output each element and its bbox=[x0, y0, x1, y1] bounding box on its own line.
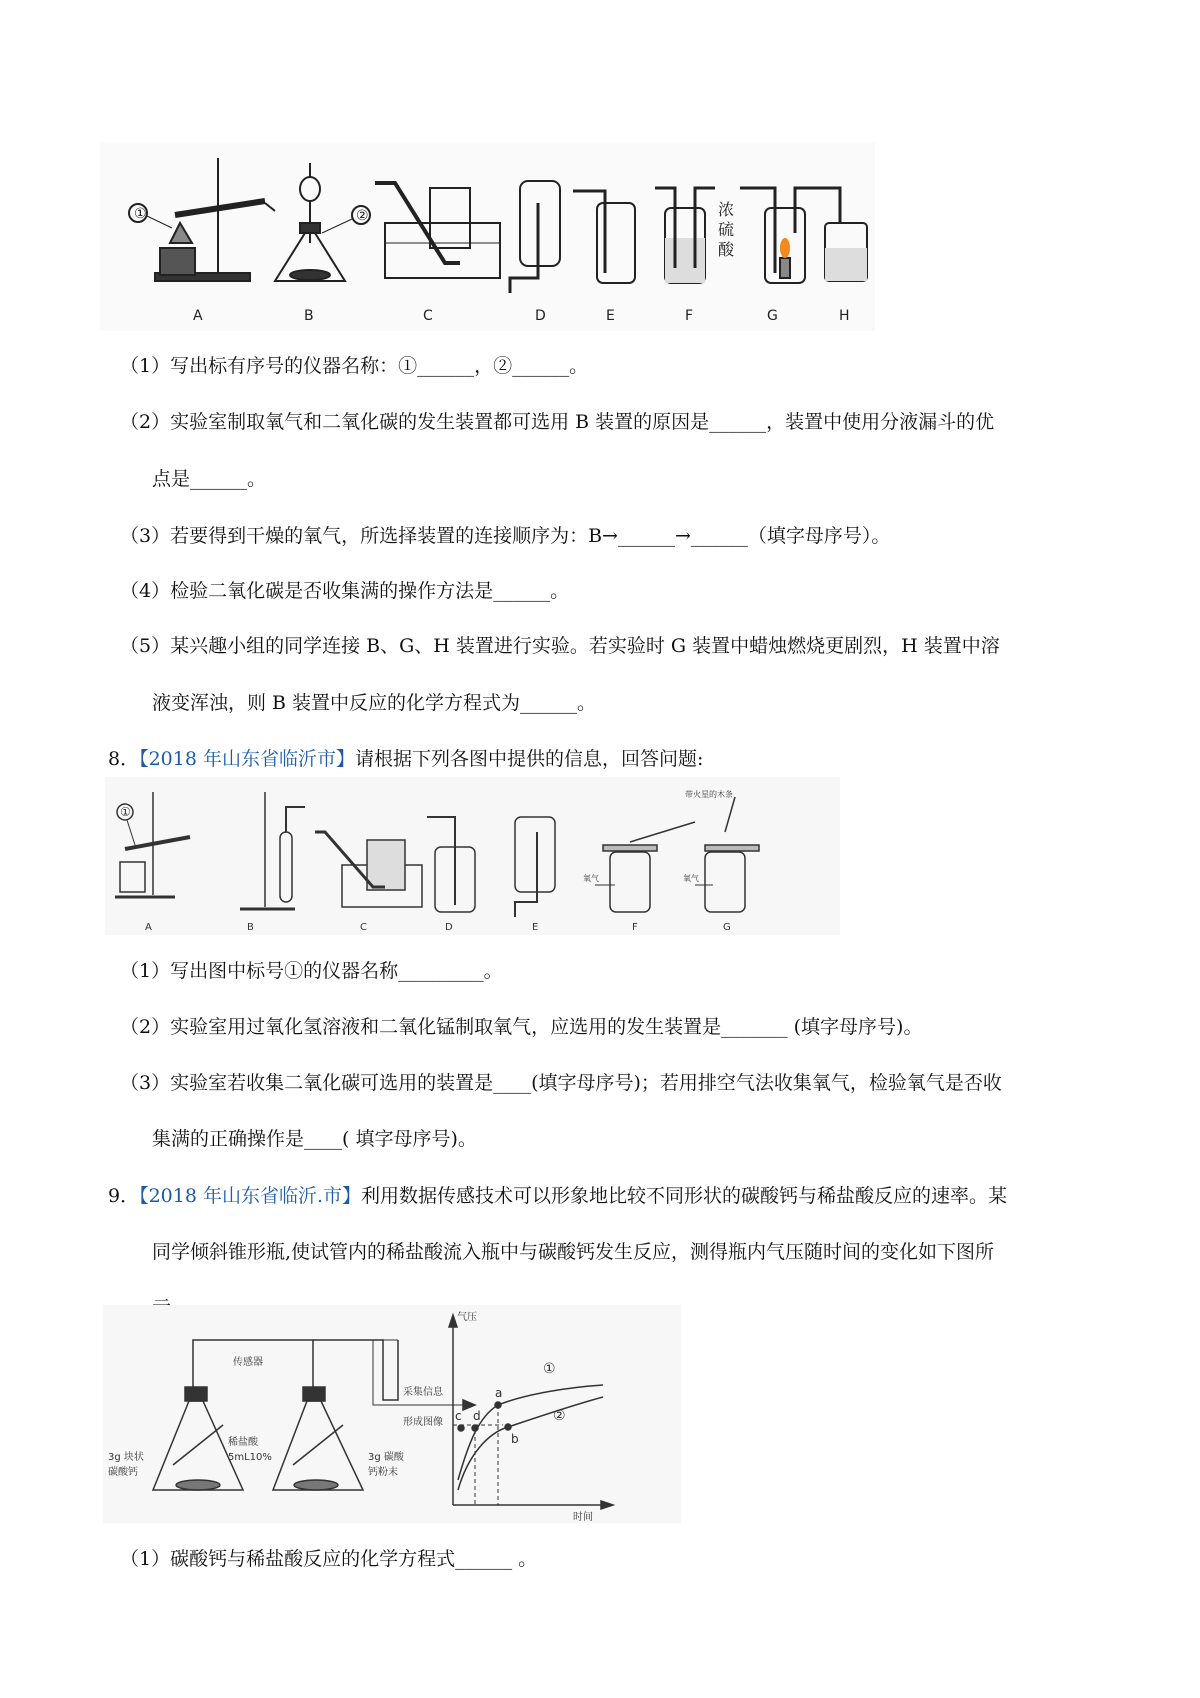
acid-label-3: 酸 bbox=[718, 240, 735, 259]
label-h: H bbox=[839, 308, 850, 324]
point-b-label: b bbox=[511, 1432, 519, 1446]
label-right-solid-1: 3g 碳酸 bbox=[368, 1452, 404, 1463]
q8-gas-g: 氧气 bbox=[683, 874, 699, 883]
q8-label-a: A bbox=[145, 922, 152, 933]
q8-label-g: G bbox=[723, 922, 731, 933]
q7-part3: （3）若要得到干燥的氧气，所选择装置的连接顺序为：B→______→______（填字母序号）。 bbox=[120, 525, 891, 547]
label-f: F bbox=[685, 308, 694, 324]
label-g: G bbox=[767, 308, 778, 324]
q7-part1: （1）写出标有序号的仪器名称：①______，②______。 bbox=[120, 355, 589, 377]
label-e: E bbox=[606, 308, 615, 324]
q8-source: 【2018 年山东省临沂市】 bbox=[139, 748, 355, 770]
q8-part2: （2）实验室用过氧化氢溶液和二氧化锰制取氧气，应选用的发生装置是_______ (填字母序号)。 bbox=[120, 1016, 923, 1038]
label-a: A bbox=[193, 308, 203, 324]
label-d: D bbox=[535, 308, 546, 324]
q8-label-b: B bbox=[247, 922, 254, 933]
label-acid-1: 稀盐酸 bbox=[228, 1437, 258, 1448]
x-axis-label: 时间 bbox=[573, 1512, 593, 1523]
q8-number: 8． bbox=[108, 748, 140, 770]
q8-stem bbox=[108, 745, 703, 773]
q7-part5-line1: （5）某兴趣小组的同学连接 B、G、H 装置进行实验。若实验时 G 装置中蜡烛燃烧更剧烈，H 装置中溶 bbox=[120, 635, 1000, 657]
q9-part1: （1）碳酸钙与稀盐酸反应的化学方程式______ 。 bbox=[120, 1548, 538, 1570]
q7-part4: （4）检验二氧化碳是否收集满的操作方法是______。 bbox=[120, 580, 570, 602]
acid-label-1: 浓 bbox=[718, 200, 735, 219]
label-right-solid-2: 钙粉末 bbox=[368, 1467, 398, 1478]
q8-label-d: D bbox=[445, 922, 453, 933]
q9-stem-text1: 利用数据传感技术可以形象地比较不同形状的碳酸钙与稀盐酸反应的速率。某 bbox=[361, 1185, 1008, 1207]
q9-stem-line2: 同学倾斜锥形瓶,使试管内的稀盐酸流入瓶中与碳酸钙发生反应，测得瓶内气压随时间的变化如下图所 bbox=[152, 1241, 995, 1263]
label-b: B bbox=[304, 308, 314, 324]
q8-label-e: E bbox=[532, 922, 539, 933]
q8-part1: （1）写出图中标号①的仪器名称_________。 bbox=[120, 960, 503, 982]
q7-part5-line2: 液变浑浊，则 B 装置中反应的化学方程式为______。 bbox=[152, 692, 597, 714]
point-d-label: d bbox=[473, 1409, 481, 1423]
label-left-solid-1: 3g 块状 bbox=[108, 1452, 144, 1463]
label-collect-1: 采集信息 bbox=[403, 1387, 443, 1398]
label-collect-2: 形成图像 bbox=[403, 1417, 443, 1428]
figure-apparatus-a-h bbox=[100, 143, 875, 331]
label-c: C bbox=[423, 308, 433, 324]
q8-mark-1: ① bbox=[120, 805, 131, 819]
q8-stem-text: 请根据下列各图中提供的信息，回答问题: bbox=[355, 748, 704, 770]
curve-1-label: ① bbox=[543, 1361, 556, 1377]
q9-stem-line1 bbox=[108, 1182, 1007, 1210]
mark-2: ② bbox=[356, 208, 369, 224]
point-a-label: a bbox=[495, 1386, 503, 1400]
q8-gas-f: 氧气 bbox=[583, 874, 599, 883]
q8-splint-label: 带火星的木条 bbox=[685, 790, 733, 799]
label-sensor: 传感器 bbox=[233, 1357, 263, 1368]
point-c-label: c bbox=[455, 1409, 462, 1423]
y-axis-label: 气压 bbox=[457, 1312, 477, 1323]
q7-part2-line1: （2）实验室制取氧气和二氧化碳的发生装置都可选用 B 装置的原因是______，装置中使用分液漏斗的优 bbox=[120, 411, 995, 433]
figure-apparatus-q8 bbox=[105, 777, 840, 935]
acid-label-2: 硫 bbox=[718, 220, 735, 239]
q8-part3-line1: （3）实验室若收集二氧化碳可选用的装置是____(填字母序号)；若用排空气法收集氧气，检验氧气是否收 bbox=[120, 1072, 1002, 1094]
curve-2-label: ② bbox=[553, 1408, 566, 1424]
q9-number: 9． bbox=[108, 1185, 140, 1207]
q7-part2-line2: 点是______。 bbox=[152, 468, 267, 490]
label-acid-2: 5mL10% bbox=[228, 1452, 272, 1463]
q8-label-f: F bbox=[632, 922, 638, 933]
figure-sensor-experiment bbox=[103, 1305, 681, 1523]
label-left-solid-2: 碳酸钙 bbox=[108, 1467, 138, 1478]
q8-part3-line2: 集满的正确操作是____( 填字母序号)。 bbox=[152, 1128, 477, 1150]
q8-label-c: C bbox=[360, 922, 367, 933]
mark-1: ① bbox=[134, 206, 147, 222]
q9-source: 【2018 年山东省临沂.市】 bbox=[139, 1185, 362, 1207]
